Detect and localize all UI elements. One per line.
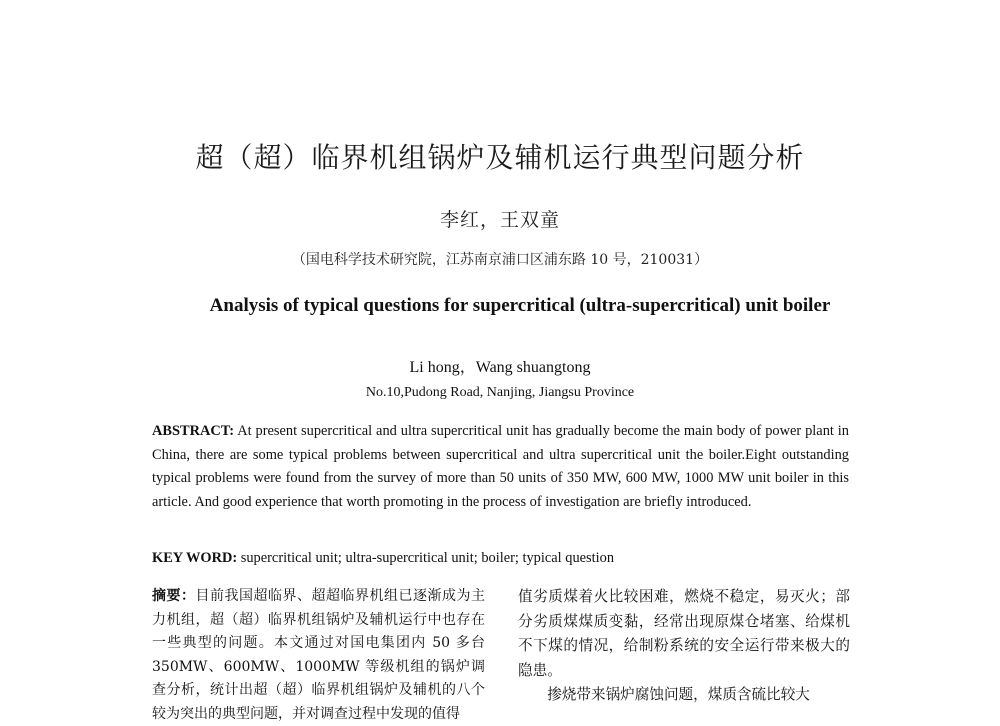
chinese-title: 超（超）临界机组锅炉及辅机运行典型问题分析 xyxy=(195,141,805,174)
keywords-line xyxy=(152,547,849,570)
abstract-label: ABSTRACT: xyxy=(152,423,235,439)
summary-column-left xyxy=(152,585,485,726)
abstract-paragraph xyxy=(152,420,849,514)
body-column-right xyxy=(518,585,850,708)
english-authors: Li hong，Wang shuangtong xyxy=(409,359,591,376)
english-title: Analysis of typical questions for supercritical (ultra-supercritical) unit boiler xyxy=(209,295,831,316)
abstract-text: At present supercritical and ultra supercritical unit has gradually become the main body of power plant in China, there are some typical problems between supercritical and ultra supercritical unit the boiler.Eight outstanding typical problems were found from the survey of more than 50 units of 350 MW, 600 MW, 1000 MW unit boiler in this article. And good experience that worth promoting in the process of investigation are briefly introduced. xyxy=(152,423,850,510)
summary-text: 目前我国超临界、超超临界机组已逐渐成为主力机组，超（超）临界机组锅炉及辅机运行中也存在一些典型的问题。本文通过对国电集团内 50 多台 350MW、600MW、1000MW 等级机组的锅炉调查分析，统计出超（超）临界机组锅炉及辅机的八个较为突出的典型问题，并对调查过程中发现的值得 xyxy=(152,588,485,722)
body-paragraph-1: 值劣质煤着火比较困难，燃烧不稳定，易灭火；部分劣质煤煤质变黏，经常出现原煤仓堵塞、给煤机不下煤的情况，给制粉系统的安全运行带来极大的隐患。 xyxy=(518,588,850,679)
keywords-label: KEY WORD: xyxy=(152,550,238,566)
english-affiliation: No.10,Pudong Road, Nanjing, Jiangsu Province xyxy=(365,385,635,400)
body-paragraph-2: 掺烧带来锅炉腐蚀问题，煤质含硫比较大 xyxy=(547,686,810,703)
chinese-authors: 李红，王双童 xyxy=(439,209,560,231)
summary-label: 摘要： xyxy=(152,588,196,604)
keywords-text: supercritical unit; ultra-supercritical unit; boiler; typical question xyxy=(240,550,615,566)
chinese-affiliation: （国电科学技术研究院，江苏南京浦口区浦东路 10 号，210031） xyxy=(291,252,709,268)
